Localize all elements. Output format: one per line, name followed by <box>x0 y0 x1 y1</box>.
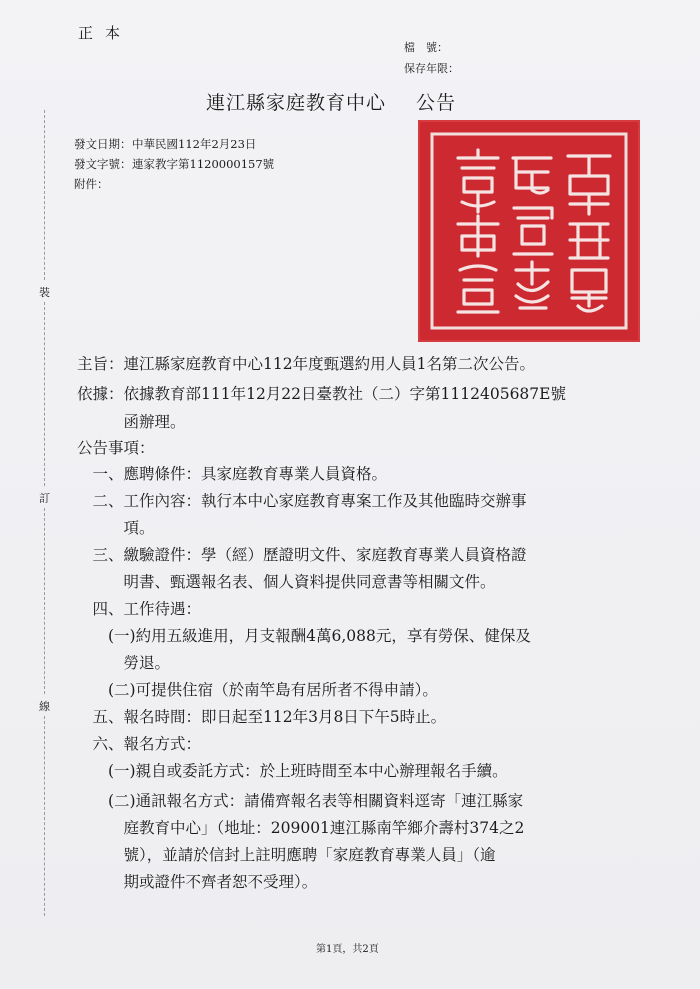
file-number-label: 檔 號： <box>404 41 448 54</box>
item-4-2-line: (二)可提供住宿（於南竿島有居所者不得申請）。 <box>77 681 438 699</box>
item-3-line-2: 明書、甄選報名表、個人資料提供同意書等相關文件。 <box>77 573 496 591</box>
item-3-line-1: 三、繳驗證件：學（經）歷證明文件、家庭教育專業人員資格證 <box>77 546 527 564</box>
official-seal <box>418 120 640 342</box>
copy-mark: 正本 <box>78 24 133 42</box>
binding-line-mid <box>44 302 45 486</box>
item-6-2-line-2: 庭教育中心」（地址：209001連江縣南竿鄉介壽村374之2 <box>77 819 525 837</box>
item-6-2-line-3: 號），並請於信封上註明應聘「家庭教育專業人員」（逾 <box>77 846 496 864</box>
page-number: 第1頁，共2頁 <box>316 944 379 955</box>
item-2-line-2: 項。 <box>77 519 155 537</box>
file-number-field <box>404 39 456 55</box>
attachment-row <box>74 176 132 192</box>
issue-date-value: 中華民國112年2月23日 <box>132 137 257 151</box>
binding-mark-3: 線 <box>39 700 50 713</box>
binding-line-lower <box>44 508 45 694</box>
item-6-line: 六、報名方式： <box>77 735 202 753</box>
binding-mark-2: 訂 <box>39 492 50 505</box>
retention-field <box>404 60 459 76</box>
item-2-line-1: 二、工作內容：執行本中心家庭教育專案工作及其他臨時交辦事 <box>77 492 527 510</box>
item-6-2-line-4: 期或證件不齊者恕不受理）。 <box>77 873 318 891</box>
title-type: 公告 <box>416 92 457 114</box>
document-title <box>206 88 456 115</box>
basis-line-1: 依據：依據教育部111年12月22日臺教社（二）字第1112405687E號 <box>77 385 566 403</box>
retention-label: 保存年限： <box>404 62 459 75</box>
items-heading: 公告事項： <box>77 439 155 457</box>
title-org: 連江縣家庭教育中心 <box>206 92 387 114</box>
basis-line-2: 函辦理。 <box>77 413 186 431</box>
item-1-line: 一、應聘條件：具家庭教育專業人員資格。 <box>77 465 388 483</box>
binding-line-top <box>44 110 45 280</box>
issue-ref-label: 發文字號： <box>74 157 132 171</box>
seal-graphic <box>418 120 640 342</box>
item-6-1-line: (一)親自或委託方式：於上班時間至本中心辦理報名手續。 <box>77 762 508 780</box>
attachment-label: 附件： <box>74 177 109 191</box>
item-4-1-line-1: (一)約用五級進用，月支報酬4萬6,088元，享有勞保、健保及 <box>77 627 531 645</box>
item-4-1-line-2: 勞退。 <box>77 654 171 672</box>
binding-mark-1: 裝 <box>39 286 50 299</box>
issue-ref-value: 連家教字第1120000157號 <box>132 157 275 171</box>
item-5-line: 五、報名時間：即日起至112年3月8日下午5時止。 <box>77 708 447 726</box>
item-4-line: 四、工作待遇： <box>77 600 202 618</box>
issue-date-row <box>74 136 256 152</box>
subject-line: 主旨：連江縣家庭教育中心112年度甄選約用人員1名第二次公告。 <box>77 355 535 373</box>
binding-line-bottom <box>44 716 45 916</box>
issue-ref-row <box>74 156 274 172</box>
item-6-2-line-1: (二)通訊報名方式：請備齊報名表等相關資料逕寄「連江縣家 <box>77 792 524 810</box>
issue-date-label: 發文日期： <box>74 137 132 151</box>
